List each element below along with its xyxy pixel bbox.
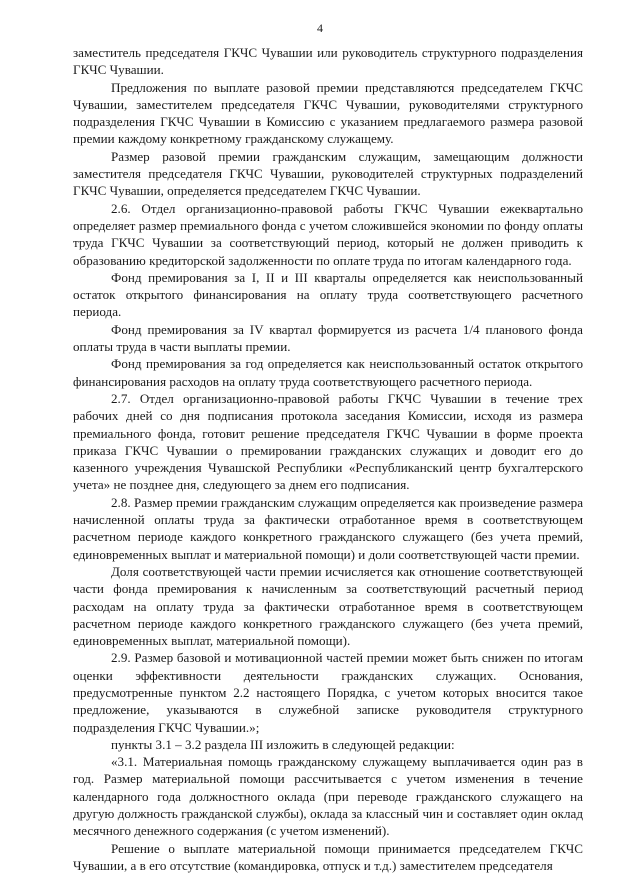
- paragraph-fund-quarters: Фонд премирования за I, II и III кварталы определяется как неиспользованный остаток открытого финансирования на оплату труда соответствующего расчетного периода.: [73, 269, 583, 320]
- paragraph-2-7: 2.7. Отдел организационно-правовой работы ГКЧС Чувашии в течение трех рабочих дней со дня подписания протокола заседания Комиссии, исходя из размера премиального фонда, готовит решение председателя ГКЧС Чувашии в форме проекта приказа ГКЧС Чувашии о премировании гражданских служащих и доводит его до казенного учреждения Чувашской Республики «Республиканский центр бухгалтерского учета» не позднее дня, следующего за днем его подписания.: [73, 390, 583, 493]
- paragraph-fund-q4: Фонд премирования за IV квартал формируется из расчета 1/4 планового фонда оплаты труда в части выплаты премии.: [73, 321, 583, 355]
- page-number: 4: [317, 21, 323, 35]
- paragraph-one-time-bonus-size: Размер разовой премии гражданским служащим, замещающим должности заместителя председателя ГКЧС Чувашии, руководителей структурных подразделений ГКЧС Чувашии, определяется председателем ГКЧС Чувашии.: [73, 148, 583, 199]
- paragraph-continuation: заместитель председателя ГКЧС Чувашии или руководитель структурного подразделения ГКЧС Чувашии.: [73, 45, 583, 78]
- paragraph-3-1: «3.1. Материальная помощь гражданскому служащему выплачивается один раз в год. Размер материальной помощи рассчитывается с учетом изменения в течение календарного года должностного оклада (при переводе гражданского служащего на другую должность гражданской службы), оклада за классный чин и составляет один оклад месячного денежного содержания (с учетом изменений).: [73, 754, 583, 839]
- paragraph-2-6: 2.6. Отдел организационно-правовой работы ГКЧС Чувашии ежеквартально определяет размер премиального фонда с учетом сложившейся экономии по фонду оплаты труда ГКЧС Чувашии за соответствующий период, который не должен приводить к образованию кредиторской задолженности по оплате труда по итогам календарного года.: [73, 200, 583, 268]
- paragraph-material-aid-decision: Решение о выплате материальной помощи принимается председателем ГКЧС Чувашии, а в его отсутствие (командировка, отпуск и т.д.) заместителем председателя: [73, 840, 583, 873]
- paragraph-one-time-bonus-proposals: Предложения по выплате разовой премии представляются председателем ГКЧС Чувашии, заместителем председателя ГКЧС Чувашии, руководителями структурного подразделения ГКЧС Чувашии в Комиссию с указанием предлагаемого размера разовой премии каждому конкретному гражданскому служащему.: [73, 79, 583, 147]
- document-body: [73, 44, 583, 874]
- paragraph-section-iii-intro: пункты 3.1 – 3.2 раздела III изложить в следующей редакции:: [111, 736, 455, 752]
- paragraph-2-8: 2.8. Размер премии гражданским служащим определяется как произведение размера начисленной оплаты труда за фактически отработанное время в соответствующем расчетном периоде каждого конкретного гражданского служащего (без учета премий, единовременных выплат и материальной помощи) и доли соответствующей части премии.: [73, 494, 583, 562]
- paragraph-share-definition: Доля соответствующей части премии исчисляется как отношение соответствующей части фонда премирования к начисленным за соответствующий расчетный период расходам на оплату труда за фактически отработанное время в соответствующем расчетном периоде каждого конкретного гражданского служащего (без учета премий, единовременных выплат, материальной помощи).: [73, 563, 583, 649]
- paragraph-2-9: 2.9. Размер базовой и мотивационной частей премии может быть снижен по итогам оценки эффективности деятельности гражданских служащих. Основания, предусмотренные пунктом 2.2 настоящего Порядка, с учетом которых вносится такое предложение, указываются в служебной записке руководителя структурного подразделения ГКЧС Чувашии.»;: [73, 650, 583, 735]
- paragraph-fund-year: Фонд премирования за год определяется как неиспользованный остаток открытого финансирования расходов на оплату труда соответствующего расчетного периода.: [73, 356, 583, 389]
